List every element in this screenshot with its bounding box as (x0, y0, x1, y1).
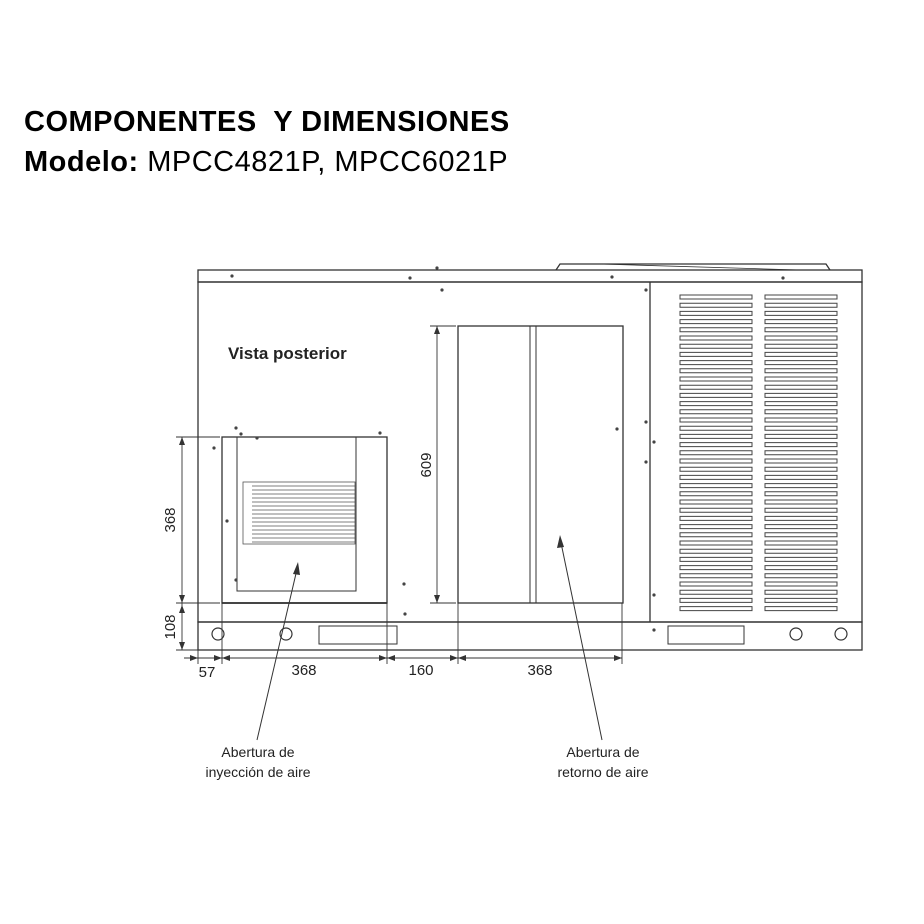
dim-left-offset: 57 (198, 664, 216, 681)
leader-arrows (293, 535, 564, 575)
louver-slat (680, 418, 752, 422)
louver-slat (765, 410, 837, 414)
louver-slat (765, 541, 837, 545)
louver-slat (765, 320, 837, 324)
louver-slat (680, 516, 752, 520)
screw-dot (234, 426, 237, 429)
louver-slat (680, 607, 752, 611)
louver-slat (680, 328, 752, 332)
base-holes (212, 628, 847, 640)
louver-slat (765, 574, 837, 578)
return-caption-line2: retorno de aire (557, 764, 649, 780)
louver-slat (765, 525, 837, 529)
louver-slat (680, 500, 752, 504)
screw-dot (644, 420, 647, 423)
louver-slat (680, 541, 752, 545)
louver-slat (680, 336, 752, 340)
louver-slat (765, 311, 837, 315)
louver-slat (680, 557, 752, 561)
louver-slat (765, 361, 837, 365)
supply-caption-line1: Abertura de (221, 744, 295, 760)
louver-slat (680, 475, 752, 479)
louver-slat (680, 467, 752, 471)
louver-slat (765, 393, 837, 397)
louver-slat (680, 459, 752, 463)
blower-wheel (243, 482, 355, 544)
condenser-louvers (680, 295, 837, 611)
louver-slat (765, 549, 837, 553)
screw-dot (652, 440, 655, 443)
page-title: COMPONENTES Y DIMENSIONES (24, 106, 510, 138)
supply-opening (222, 437, 387, 603)
louver-slat (680, 533, 752, 537)
louver-slat (765, 484, 837, 488)
louver-slat (765, 598, 837, 602)
louver-slat (765, 434, 837, 438)
louver-slat (680, 410, 752, 414)
louver-slat (765, 516, 837, 520)
louver-slat (680, 377, 752, 381)
louver-slat (680, 426, 752, 430)
louver-slat (680, 344, 752, 348)
louver-slat (680, 525, 752, 529)
louver-slat (765, 377, 837, 381)
dimension-arrows (179, 326, 622, 661)
louver-slat (680, 582, 752, 586)
louver-slat (765, 385, 837, 389)
louver-slat (765, 508, 837, 512)
louver-slat (765, 328, 837, 332)
louver-slat (680, 369, 752, 373)
dim-base-height: 108 (162, 614, 179, 640)
screw-dot (408, 276, 411, 279)
screw-dot (652, 628, 655, 631)
screw-dot (440, 288, 443, 291)
louver-slat (680, 385, 752, 389)
dim-return-width: 368 (527, 662, 553, 679)
louver-slat (680, 361, 752, 365)
louver-slat (765, 557, 837, 561)
louver-slat (680, 443, 752, 447)
screw-dots (212, 266, 784, 631)
louver-slat (680, 393, 752, 397)
screw-dot (652, 593, 655, 596)
louver-slat (680, 320, 752, 324)
return-caption-line1: Abertura de (566, 744, 640, 760)
louver-slat (765, 443, 837, 447)
louver-slat (765, 590, 837, 594)
louver-slat (765, 467, 837, 471)
screw-dot (644, 460, 647, 463)
louver-slat (680, 352, 752, 356)
louver-slat (680, 566, 752, 570)
louver-slat (680, 492, 752, 496)
louver-slat (765, 607, 837, 611)
screw-dot (781, 276, 784, 279)
louver-slat (765, 566, 837, 570)
dim-supply-height: 368 (162, 507, 179, 533)
louver-slat (680, 402, 752, 406)
screw-dot (212, 446, 215, 449)
louver-slat (765, 459, 837, 463)
louver-slat (680, 598, 752, 602)
louver-slat (765, 500, 837, 504)
screw-dot (230, 274, 233, 277)
screw-dot (402, 582, 405, 585)
louver-slat (680, 574, 752, 578)
screw-dot (610, 275, 613, 278)
louver-slat (680, 451, 752, 455)
screw-dot (615, 427, 618, 430)
dim-gap: 160 (408, 662, 434, 679)
louver-slat (765, 475, 837, 479)
louver-slat (765, 418, 837, 422)
louver-slat (765, 344, 837, 348)
louver-slat (680, 549, 752, 553)
louver-slat (765, 582, 837, 586)
screw-dot (403, 612, 406, 615)
louver-slat (680, 311, 752, 315)
screw-dot (234, 578, 237, 581)
model-names: MPCC4821P, MPCC6021P (138, 146, 509, 178)
louver-slat (680, 484, 752, 488)
screw-dot (239, 432, 242, 435)
screw-dot (644, 288, 647, 291)
louver-slat (765, 402, 837, 406)
supply-caption-line2: inyección de aire (205, 764, 311, 780)
louver-slat (765, 451, 837, 455)
louver-slat (765, 352, 837, 356)
louver-slat (765, 492, 837, 496)
screw-dot (435, 266, 438, 269)
screw-dot (378, 431, 381, 434)
louver-slat (765, 295, 837, 299)
dim-return-height: 609 (417, 452, 434, 478)
view-label: Vista posterior (228, 344, 347, 363)
blower-housing (243, 482, 355, 544)
louver-slat (765, 336, 837, 340)
louver-slat (680, 295, 752, 299)
louver-slat (680, 434, 752, 438)
return-opening (458, 326, 623, 603)
louver-slat (765, 426, 837, 430)
louver-slat (680, 590, 752, 594)
louver-slat (765, 303, 837, 307)
louver-slat (765, 533, 837, 537)
model-label: Modelo: (24, 146, 139, 178)
screw-dot (225, 519, 228, 522)
louver-slat (680, 303, 752, 307)
louver-slat (680, 508, 752, 512)
louver-slat (765, 369, 837, 373)
screw-dot (255, 436, 258, 439)
callout-leaders (257, 538, 602, 740)
dim-supply-width: 368 (291, 662, 317, 679)
